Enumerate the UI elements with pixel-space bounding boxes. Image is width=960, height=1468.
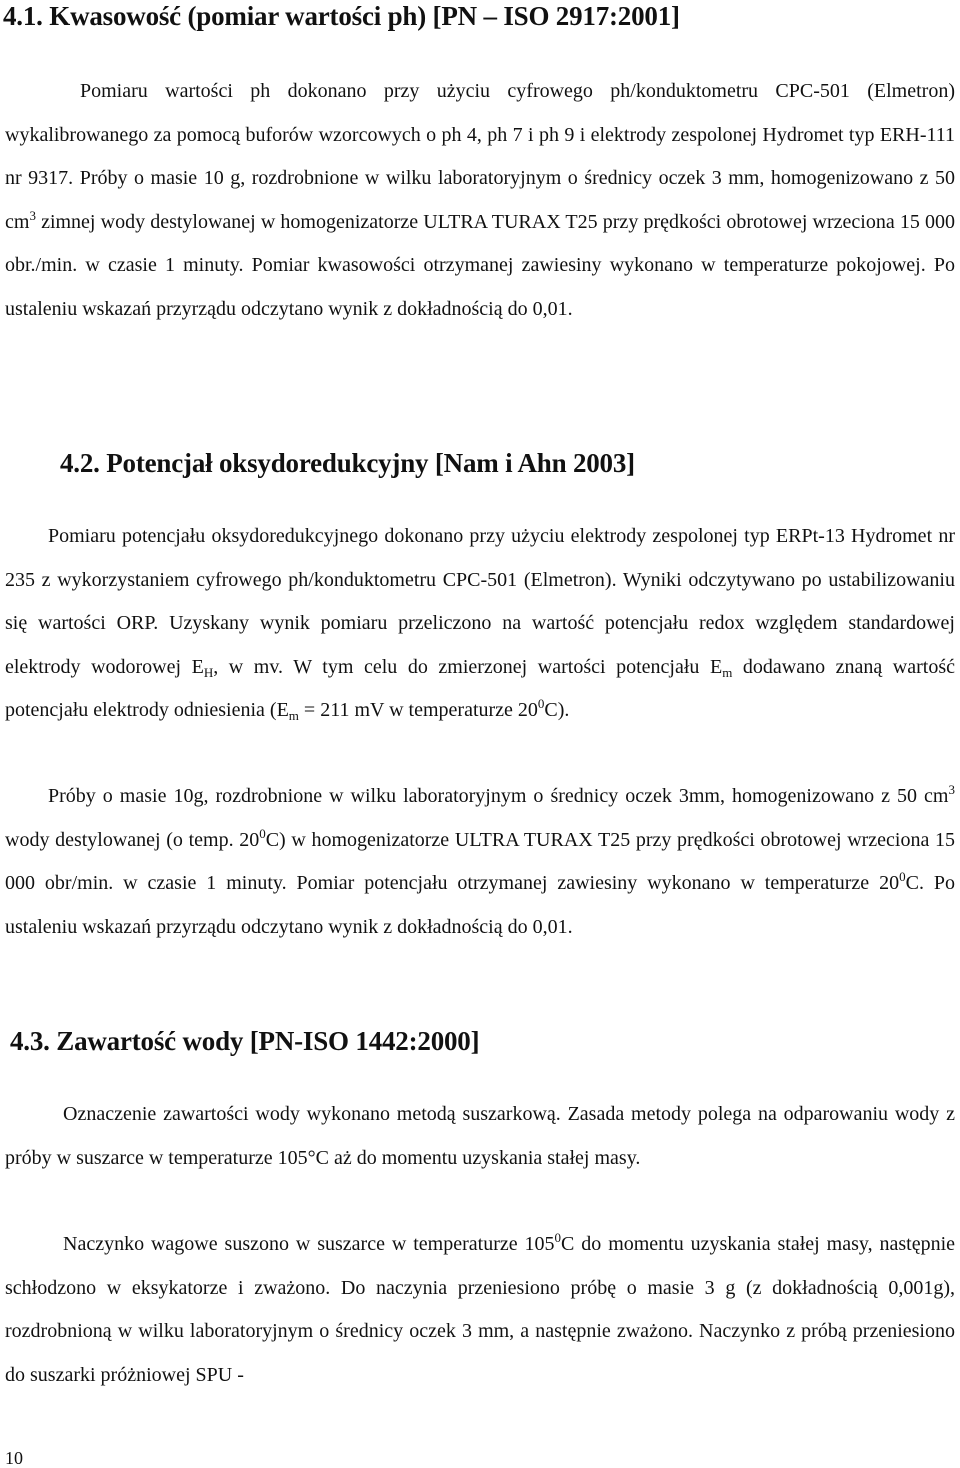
section-number: 4.2. xyxy=(60,448,100,478)
paragraph-water-content-procedure: Naczynko wagowe suszono w suszarce w temperaturze $105^0C$ do momentu uzyskania stałej masy, następnie schłodzono w eksykatorze i zważono. Do naczynia przeniesiono próbę o masie 3 g (z dokładnością 0,001g), rozdrobnioną w wilku laboratoryjnym o średnicy oczek 3 mm, a następnie zważono. Naczynko z próbą przeniesiono do suszarki próżniowej SPU - xyxy=(5,1230,956,1386)
section-heading-4-2 xyxy=(60,447,635,479)
section-title: Zawartość wody [PN-ISO 1442:2000] xyxy=(56,1026,480,1056)
section-number: 4.3. xyxy=(10,1026,50,1056)
paragraph-orp-sample-prep: Próby o masie 10g, rozdrobnione w wilku laboratoryjnym o średnicy oczek 3mm, homogenizowano z 50 $cm^3$ wody destylowanej (o temp. $20^0C$) w homogenizatorze ULTRA TURAX T25 przy prędkości obrotowej wrzeciona 15 000 obr/min. w czasie 1 minuty. Pomiar potencjału otrzymanej zawiesiny wykonano w temperaturze $20^0C$. Po ustaleniu wskazań przyrządu odczytano wynik z dokładnością do 0,01. xyxy=(5,782,956,938)
paragraph-water-content-method: Oznaczenie zawartości wody wykonano metodą suszarkową. Zasada metody polega na odparowaniu wody z próby w suszarce w temperaturze 105°C aż do momentu uzyskania stałej masy. xyxy=(5,1103,955,1169)
section-heading-4-1 xyxy=(3,0,680,32)
section-title: Kwasowość (pomiar wartości ph) [PN – ISO 2917:2001] xyxy=(49,1,680,31)
section-heading-4-3 xyxy=(10,1025,479,1057)
paragraph-orp-measurement: Pomiaru potencjału oksydoredukcyjnego dokonano przy użyciu elektrody zespolonej typ ERPt-13 Hydromet nr 235 z wykorzystaniem cyfrowego ph/konduktometru CPC-501 (Elmetron). Wyniki odczytywano po ustabilizowaniu się wartości ORP. Uzyskany wynik pomiaru przeliczono na wartość potencjału redox względem standardowej elektrody wodorowej $E_H$, w mv. W tym celu do zmierzonej wartości potencjału $E_m$ dodawano znaną wartość potencjału elektrody odniesienia ($E_m = 211$ mV w temperaturze $20^0C$). xyxy=(5,525,956,723)
page-number: 10 xyxy=(5,1448,23,1468)
section-title: Potencjał oksydoredukcyjny [Nam i Ahn 2003] xyxy=(106,448,635,478)
paragraph-ph-measurement: Pomiaru wartości ph dokonano przy użyciu cyfrowego ph/konduktometru CPC-501 (Elmetron) wykalibrowanego za pomocą buforów wzorcowych o ph 4, ph 7 i ph 9 i elektrody zespolonej Hydromet typ ERH-111 nr 9317. Próby o masie 10 g, rozdrobnione w wilku laboratoryjnym o średnicy oczek 3 mm, homogenizowano z 50 $cm^3$ zimnej wody destylowanej w homogenizatorze ULTRA TURAX T25 przy prędkości obrotowej wrzeciona 15 000 obr./min. w czasie 1 minuty. Pomiar kwasowości otrzymanej zawiesiny wykonano w temperaturze pokojowej. Po ustaleniu wskazań przyrządu odczytano wynik z dokładnością do 0,01. xyxy=(5,80,955,320)
section-number: 4.1. xyxy=(3,1,43,31)
